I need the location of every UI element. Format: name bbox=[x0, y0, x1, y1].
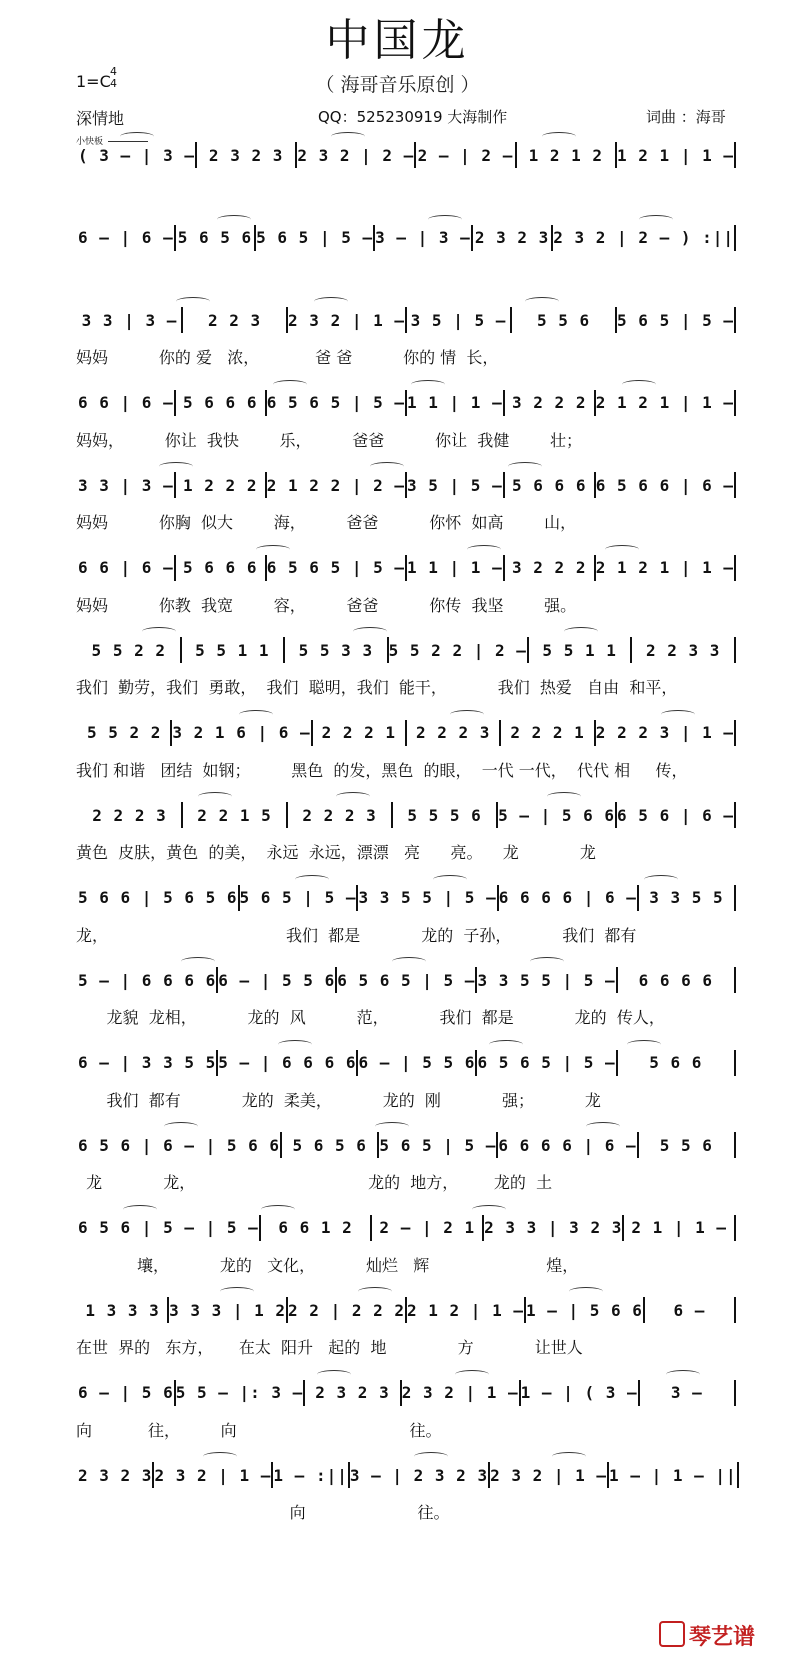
tie-mark bbox=[414, 1452, 448, 1461]
measure: 5 6 5 | 5 — bbox=[239, 888, 357, 907]
measure: 2 1 2 | 1 — bbox=[407, 1300, 524, 1320]
measure: 5 — | 6 6 6 6 bbox=[78, 970, 217, 990]
score-row bbox=[76, 386, 736, 420]
notes-line bbox=[76, 1046, 736, 1080]
tie-mark bbox=[586, 1122, 620, 1131]
measure: 6 6 6 6 | 6 — bbox=[498, 1135, 637, 1155]
tempo-mark: 小快板 bbox=[76, 137, 104, 147]
composer-credit: 词曲 ：海哥 bbox=[646, 108, 726, 126]
tie-mark bbox=[220, 1287, 254, 1296]
tie-mark bbox=[467, 545, 501, 554]
measure: 5 — | 5 6 6 bbox=[498, 805, 616, 825]
measure: 3 2 2 2 bbox=[512, 393, 587, 412]
score-row bbox=[76, 221, 736, 255]
time-signature-bottom: 4 bbox=[110, 77, 117, 90]
notes-line bbox=[76, 303, 736, 337]
score-row bbox=[76, 138, 736, 172]
lyric-line: 妈妈 你胸 似大 海， 爸爸 你怀 如高 山， bbox=[76, 513, 577, 532]
tie-mark bbox=[666, 1370, 700, 1379]
tie-mark bbox=[605, 545, 639, 554]
tie-mark bbox=[547, 792, 581, 801]
measure: 3 3 3 | 1 2 bbox=[169, 1300, 287, 1320]
lyric-line: 龙貌 龙相， 龙的 风 范， 我们 都是 龙的 传人， bbox=[76, 1008, 665, 1027]
measure: 3 3 | 3 — bbox=[78, 475, 174, 495]
bar-line bbox=[734, 472, 736, 498]
notes-line bbox=[76, 881, 736, 915]
tie-mark bbox=[370, 462, 404, 471]
score-row bbox=[76, 1046, 736, 1080]
song-subtitle: （ 海哥音乐原创 ） bbox=[315, 74, 480, 96]
tie-mark bbox=[644, 875, 678, 884]
measure: 6 — | 5 5 6 bbox=[218, 970, 336, 990]
measure: 1 3 3 3 bbox=[85, 1300, 160, 1320]
time-signature-top: 4 bbox=[110, 65, 117, 78]
tie-mark bbox=[455, 1370, 489, 1379]
lyric-line: 妈妈 你的 爱 浓， 爸 爸 你的 情 长， bbox=[76, 348, 499, 367]
measure: 5 6 5 6 bbox=[177, 228, 253, 247]
tie-mark bbox=[331, 132, 365, 141]
score-row bbox=[76, 551, 736, 585]
measure: 2 3 2 3 bbox=[474, 228, 550, 247]
notes-line bbox=[76, 633, 736, 667]
notes-line bbox=[76, 716, 736, 750]
measure: 5 5 3 3 bbox=[298, 640, 374, 660]
measure: 6 — | 5 5 6 bbox=[358, 1053, 476, 1072]
measure: 3 5 | 5 — bbox=[407, 475, 503, 495]
measure: 2 3 3 | 3 2 3 bbox=[484, 1218, 623, 1237]
notes-line bbox=[76, 963, 736, 997]
measure: 2 — | 2 — bbox=[417, 145, 514, 165]
measure: 6 5 6 5 | 5 — bbox=[266, 558, 405, 577]
measure: 5 5 6 bbox=[659, 1135, 713, 1155]
measure: 3 — | 3 — bbox=[375, 228, 471, 247]
measure: 6 6 | 6 — bbox=[78, 393, 174, 412]
measure: 5 5 1 1 bbox=[542, 640, 617, 660]
notes-line bbox=[76, 1458, 736, 1492]
measure: 2 3 2 | 2 — bbox=[297, 145, 415, 165]
tie-mark bbox=[525, 297, 559, 306]
bar-line bbox=[734, 802, 736, 828]
score-row bbox=[76, 1458, 736, 1492]
lyric-line: 向 往。 bbox=[76, 1503, 450, 1522]
tie-mark bbox=[627, 1040, 661, 1049]
tie-mark bbox=[661, 710, 695, 719]
tie-mark bbox=[261, 1205, 295, 1214]
measure: 6 5 6 5 | 5 — bbox=[337, 970, 476, 990]
measure: 2 2 2 1 bbox=[321, 723, 397, 742]
measure: 5 6 6 6 bbox=[183, 393, 258, 412]
measure: 6 5 6 | 6 — | 5 6 6 bbox=[78, 1135, 281, 1155]
measure: ( 3 — | 3 — bbox=[78, 145, 195, 165]
measure: 6 — | 6 — bbox=[78, 228, 174, 247]
measure: 2 2 3 bbox=[207, 310, 262, 330]
score-row bbox=[76, 633, 736, 667]
measure: 2 3 2 | 1 — bbox=[154, 1465, 272, 1485]
measure: 2 3 2 | 2 — ) :|| bbox=[553, 228, 735, 247]
notes-line bbox=[76, 468, 736, 502]
measure: 2 2 2 3 bbox=[92, 805, 167, 825]
tie-mark bbox=[120, 132, 154, 141]
notes-line bbox=[76, 798, 736, 832]
measure: 2 2 2 3 | 1 — bbox=[595, 723, 735, 742]
tie-mark bbox=[142, 627, 176, 636]
tie-mark bbox=[176, 297, 210, 306]
tie-mark bbox=[217, 215, 251, 224]
tie-mark bbox=[295, 875, 329, 884]
measure: 6 6 1 2 bbox=[278, 1218, 353, 1237]
notes-line bbox=[76, 1376, 736, 1410]
lyric-line: 妈妈 你教 我宽 容， 爸爸 你传 我坚 强。 bbox=[76, 595, 577, 615]
score-row bbox=[76, 881, 736, 915]
bar-line bbox=[734, 390, 736, 416]
tie-mark bbox=[123, 1205, 157, 1214]
score-row bbox=[76, 963, 736, 997]
measure: 5 6 6 | 5 6 5 6 bbox=[78, 888, 238, 907]
measure: 2 3 2 3 bbox=[208, 145, 284, 165]
measure: 5 6 5 | 5 — bbox=[617, 310, 734, 330]
tie-mark bbox=[358, 1287, 392, 1296]
tie-mark bbox=[530, 957, 564, 966]
lyric-line: 向 往， 向 往。 bbox=[76, 1420, 442, 1440]
measure: 5 5 5 6 bbox=[407, 805, 482, 825]
tie-mark bbox=[433, 875, 467, 884]
measure: 1 — | 1 — || bbox=[609, 1465, 737, 1485]
lyric-line: 我们 勤劳，我们 勇敢， 我们 聪明，我们 能干， 我们 热爱 自由 和平， bbox=[76, 678, 678, 697]
score-row bbox=[76, 1293, 736, 1327]
bar-line bbox=[734, 1132, 736, 1158]
notes-line bbox=[76, 1211, 736, 1245]
notes-line bbox=[76, 1128, 736, 1162]
tie-mark bbox=[375, 1122, 409, 1131]
measure: 1 2 2 2 bbox=[183, 475, 258, 495]
measure: 6 6 6 6 | 6 — bbox=[498, 888, 637, 907]
notes-line bbox=[76, 551, 736, 585]
tie-mark bbox=[622, 380, 656, 389]
tie-mark bbox=[353, 627, 387, 636]
tie-mark bbox=[317, 1370, 351, 1379]
measure: 5 6 5 | 5 — bbox=[379, 1135, 497, 1155]
tie-mark bbox=[569, 1287, 603, 1296]
bar-line bbox=[734, 1215, 736, 1241]
measure: 1 2 1 | 1 — bbox=[617, 145, 734, 165]
measure: 5 6 5 6 bbox=[292, 1135, 367, 1155]
notes-line bbox=[76, 221, 736, 255]
measure: 2 1 2 1 | 1 — bbox=[595, 558, 734, 577]
score-row bbox=[76, 1211, 736, 1245]
measure: 1 — | ( 3 — bbox=[520, 1383, 638, 1402]
measure: 3 3 5 5 | 5 — bbox=[477, 970, 616, 990]
bar-line bbox=[734, 1050, 736, 1076]
measure: 3 3 5 5 bbox=[649, 888, 724, 907]
measure: 2 1 | 1 — bbox=[631, 1218, 728, 1237]
tie-mark bbox=[428, 215, 462, 224]
lyric-line: 壤， 龙的 文化， 灿烂 辉 煌， bbox=[76, 1255, 579, 1275]
measure: 3 — bbox=[670, 1383, 703, 1402]
measure: 5 5 2 2 | 2 — bbox=[388, 640, 527, 660]
measure: 2 — | 2 1 bbox=[379, 1218, 476, 1237]
measure: 2 2 2 3 bbox=[415, 723, 491, 742]
time-signature bbox=[110, 66, 117, 90]
lyric-line: 龙 龙， 龙的 地方， 龙的 土 bbox=[76, 1173, 553, 1192]
measure: 5 — | 6 6 6 6 bbox=[218, 1053, 357, 1072]
lyric-line: 我们 和谐 团结 如钢； 黑色 的发，黑色 的眼， 一代 一代， 代代 相 传， bbox=[76, 760, 688, 780]
measure: 5 5 1 1 bbox=[195, 640, 270, 660]
tie-mark bbox=[450, 710, 484, 719]
qq-credit: QQ：525230919 大海制作 bbox=[318, 108, 508, 126]
site-name: 琴艺谱 bbox=[688, 1625, 755, 1650]
measure: 3 3 5 5 | 5 — bbox=[358, 888, 497, 907]
measure: 5 5 2 2 bbox=[86, 723, 162, 742]
expression-mark: 深情地 bbox=[76, 109, 125, 128]
notes-line bbox=[76, 138, 736, 172]
measure: 1 1 | 1 — bbox=[407, 558, 503, 577]
measure: 2 2 2 3 bbox=[302, 805, 377, 825]
measure: 1 1 | 1 — bbox=[407, 393, 503, 412]
score-row bbox=[76, 468, 736, 502]
tie-mark bbox=[542, 132, 576, 141]
notes-line bbox=[76, 1293, 736, 1327]
measure: 6 — bbox=[673, 1300, 706, 1320]
lyric-line: 黄色 皮肤，黄色 的美， 永远 永远，漂漂 亮 亮。 龙 龙 bbox=[76, 843, 596, 862]
bar-line bbox=[734, 637, 736, 663]
measure: 6 5 6 | 6 — bbox=[617, 805, 734, 825]
measure: 3 — | 2 3 2 3 bbox=[349, 1465, 489, 1485]
tie-mark bbox=[489, 1040, 523, 1049]
measure: 3 3 | 3 — bbox=[81, 310, 178, 330]
measure: 6 6 6 6 bbox=[638, 970, 714, 990]
measure: 5 5 2 2 bbox=[91, 640, 166, 660]
lyric-line: 妈妈， 你让 我快 乐， 爸爸 你让 我健 壮； bbox=[76, 430, 582, 450]
bar-line bbox=[734, 307, 736, 333]
measure: 2 2 3 3 bbox=[645, 640, 721, 660]
measure: 6 5 6 6 | 6 — bbox=[595, 475, 734, 495]
measure: 2 2 | 2 2 2 bbox=[288, 1300, 405, 1320]
measure: 5 6 6 bbox=[649, 1053, 703, 1072]
tie-mark bbox=[392, 957, 426, 966]
measure: 5 6 6 6 bbox=[183, 558, 258, 577]
bar-line bbox=[734, 1380, 736, 1406]
score-row bbox=[76, 716, 736, 750]
tie-mark bbox=[278, 1040, 312, 1049]
measure: 6 5 6 5 | 5 — bbox=[266, 393, 405, 412]
measure: 6 6 | 6 — bbox=[78, 558, 174, 577]
measure: 1 — :|| bbox=[273, 1465, 348, 1485]
bar-line bbox=[734, 1297, 736, 1323]
tie-mark bbox=[472, 1205, 506, 1214]
score-row bbox=[76, 303, 736, 337]
tie-mark bbox=[159, 462, 193, 471]
bar-line bbox=[734, 885, 736, 911]
measure: 2 3 2 | 1 — bbox=[490, 1465, 608, 1485]
bar-line bbox=[734, 142, 736, 168]
site-logo bbox=[659, 1620, 755, 1651]
measure: 6 — | 5 6 bbox=[78, 1383, 174, 1402]
measure: 1 — | 5 6 6 bbox=[525, 1300, 643, 1320]
tie-mark bbox=[239, 710, 273, 719]
tie-mark bbox=[314, 297, 348, 306]
score-row bbox=[76, 798, 736, 832]
tie-mark bbox=[203, 1452, 237, 1461]
measure: 2 3 2 3 bbox=[315, 1383, 390, 1402]
tie-mark bbox=[411, 380, 445, 389]
measure: 5 6 5 | 5 — bbox=[256, 228, 374, 247]
key-signature: 1=C bbox=[76, 72, 111, 91]
notes-line bbox=[76, 386, 736, 420]
tie-mark bbox=[336, 792, 370, 801]
measure: 5 6 6 6 bbox=[512, 475, 587, 495]
bar-line bbox=[734, 967, 736, 993]
lyric-line: 龙， 我们 都是 龙的 子孙， 我们 都有 bbox=[76, 925, 637, 945]
measure: 2 3 2 | 1 — bbox=[401, 1383, 519, 1402]
lyric-line: 在世 界的 东方， 在太 阳升 起的 地 方 让世人 bbox=[76, 1338, 583, 1357]
measure: 2 1 2 2 | 2 — bbox=[266, 475, 405, 495]
score-row bbox=[76, 1128, 736, 1162]
measure: 3 5 | 5 — bbox=[410, 310, 507, 330]
tie-mark bbox=[181, 957, 215, 966]
measure: 5 5 — |: 3 — bbox=[175, 1383, 304, 1402]
measure: 2 1 2 1 | 1 — bbox=[595, 393, 734, 412]
measure: 2 3 2 | 1 — bbox=[288, 310, 405, 330]
measure: 6 — | 3 3 5 5 bbox=[78, 1053, 217, 1072]
bar-line bbox=[734, 555, 736, 581]
measure: 6 5 6 5 | 5 — bbox=[477, 1053, 616, 1072]
measure: 2 3 2 3 bbox=[78, 1465, 153, 1485]
bar-line bbox=[737, 1462, 739, 1488]
tie-mark bbox=[564, 627, 598, 636]
tie-mark bbox=[164, 1122, 198, 1131]
tie-mark bbox=[508, 462, 542, 471]
measure: 6 5 6 | 5 — | 5 — bbox=[78, 1218, 259, 1237]
measure: 5 5 6 bbox=[536, 310, 591, 330]
score-row bbox=[76, 1376, 736, 1410]
bar-line bbox=[734, 720, 736, 746]
tie-mark bbox=[273, 380, 307, 389]
tie-mark bbox=[198, 792, 232, 801]
measure: 3 2 2 2 bbox=[512, 558, 587, 577]
measure: 1 2 1 2 bbox=[528, 145, 604, 165]
tie-mark bbox=[256, 545, 290, 554]
tie-mark bbox=[639, 215, 673, 224]
measure: 2 2 1 5 bbox=[197, 805, 272, 825]
lyric-line: 我们 都有 龙的 柔美， 龙的 刚 强； 龙 bbox=[76, 1090, 601, 1110]
bar-line bbox=[734, 225, 736, 251]
measure: 2 2 2 1 bbox=[510, 723, 585, 742]
song-title: 中国龙 bbox=[325, 15, 470, 66]
logo-icon bbox=[659, 1621, 685, 1647]
measure: 3 2 1 6 | 6 — bbox=[172, 723, 311, 742]
tie-mark bbox=[552, 1452, 586, 1461]
